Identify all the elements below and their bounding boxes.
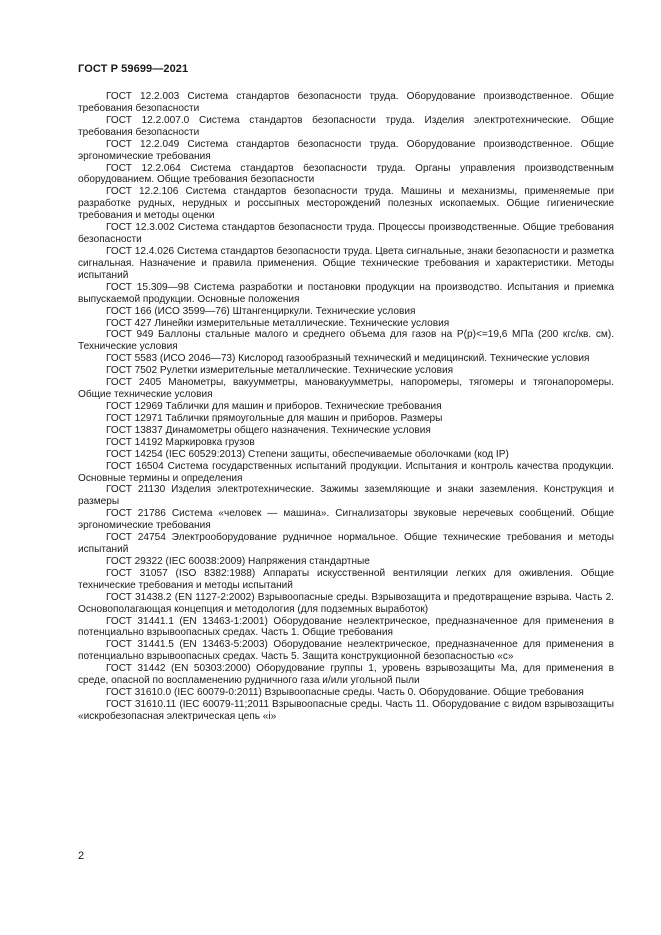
reference-item: ГОСТ 31610.11 (IEC 60079-11;2011 Взрывоопасные среды. Часть 11. Оборудование с видом взрывозащиты «искробезопасная электрическая цепь «i» [78, 699, 614, 722]
reference-item: ГОСТ 31610.0 (IEC 60079-0:2011) Взрывоопасные среды. Часть 0. Оборудование. Общие требования [106, 687, 584, 699]
reference-item: ГОСТ 31057 (ISO 8382:1988) Аппараты искусственной вентиляции легких для оживления. Общие технические требования и методы испытаний [78, 567, 614, 591]
reference-item: ГОСТ 427 Линейки измерительные металлические. Технические условия [106, 317, 450, 329]
reference-item: ГОСТ 949 Баллоны стальные малого и среднего объема для газов на Р(р)<=19,6 МПа (200 кгс/кв. см). Технические условия [78, 329, 614, 353]
reference-item: ГОСТ 2405 Манометры, вакуумметры, мановакуумметры, напоромеры, тягомеры и тягонапоромеры. Общие технические условия [78, 377, 614, 401]
reference-item: ГОСТ 13837 Динамометры общего назначения. Технические условия [106, 424, 431, 436]
reference-item: ГОСТ 21786 Система «человек — машина». Сигнализаторы звуковые неречевых сообщений. Общие эргономические требования [78, 508, 614, 532]
reference-item: ГОСТ 12.2.007.0 Система стандартов безопасности труда. Изделия электротехнические. Общие требования безопасности [78, 114, 614, 138]
reference-item: ГОСТ 31438.2 (EN 1127-2:2002) Взрывоопасные среды. Взрывозащита и предотвращение взрыва. Часть 2. Основополагающая концепция и методология (для подземных выработок) [78, 591, 614, 615]
reference-item: ГОСТ 7502 Рулетки измерительные металлические. Технические условия [106, 365, 454, 377]
reference-item: ГОСТ 5583 (ИСО 2046—73) Кислород газообразный технический и медицинский. Технические условия [106, 353, 590, 365]
reference-item: ГОСТ 12.3.002 Система стандартов безопасности труда. Процессы производственные. Общие требования безопасности [78, 222, 614, 246]
reference-item: ГОСТ 15.309—98 Система разработки и постановки продукции на производство. Испытания и приемка выпускаемой продукции. Основные положения [78, 281, 614, 305]
page-number: 2 [78, 850, 85, 862]
reference-item: ГОСТ 12.2.003 Система стандартов безопасности труда. Оборудование производственное. Общие требования безопасности [78, 91, 614, 114]
reference-item: ГОСТ 12.2.049 Система стандартов безопасности труда. Оборудование производственное. Общие эргономические требования [78, 138, 614, 162]
reference-item: ГОСТ 24754 Электрооборудование рудничное нормальное. Общие технические требования и методы испытаний [78, 532, 614, 556]
reference-item: ГОСТ 31442 (EN 50303:2000) Оборудование группы 1, уровень взрывозащиты Ма, для применения в среде, опасной по воспламенению рудничного газа и/или угольной пыли [78, 663, 614, 687]
reference-item: ГОСТ 31441.1 (EN 13463-1:2001) Оборудование неэлектрическое, предназначенное для применения в потенциально взрывоопасных средах. Часть 1. Общие требования [78, 615, 614, 639]
reference-item: ГОСТ 12.4.026 Система стандартов безопасности труда. Цвета сигнальные, знаки безопасности и разметка сигнальная. Назначение и правила применения. Общие технические требования и характеристики. Методы испытаний [78, 245, 614, 281]
reference-item: ГОСТ 16504 Система государственных испытаний продукции. Испытания и контроль качества продукции. Основные термины и определения [78, 460, 614, 484]
reference-item: ГОСТ 14254 (IEC 60529:2013) Степени защиты, обеспечиваемые оболочками (код IP) [106, 448, 509, 460]
reference-item: ГОСТ 14192 Маркировка грузов [106, 436, 255, 448]
reference-item: ГОСТ 21130 Изделия электротехнические. Зажимы заземляющие и знаки заземления. Конструкция и размеры [78, 484, 614, 508]
reference-item: ГОСТ 12969 Таблички для машин и приборов. Технические требования [106, 400, 442, 412]
reference-item: ГОСТ 29322 (IEC 60038:2009) Напряжения стандартные [106, 555, 370, 567]
reference-item: ГОСТ 31441.5 (EN 13463-5:2003) Оборудование неэлектрическое, предназначенное для применения в потенциально взрывоопасных средах. Часть 5. Защита конструкционной безопасностью «с» [78, 639, 614, 663]
document-header: ГОСТ Р 59699—2021 [78, 63, 189, 75]
reference-item: ГОСТ 166 (ИСО 3599—76) Штангенциркули. Технические условия [106, 305, 416, 317]
normative-references-list [78, 91, 614, 723]
reference-item: ГОСТ 12971 Таблички прямоугольные для машин и приборов. Размеры [106, 412, 443, 424]
reference-item: ГОСТ 12.2.106 Система стандартов безопасности труда. Машины и механизмы, применяемые при разработке рудных, нерудных и россыпных месторождений полезных ископаемых. Общие гигиенические требования и методы оценки [78, 186, 614, 222]
reference-item: ГОСТ 12.2.064 Система стандартов безопасности труда. Органы управления производственным оборудованием. Общие требования безопасности [78, 162, 614, 186]
